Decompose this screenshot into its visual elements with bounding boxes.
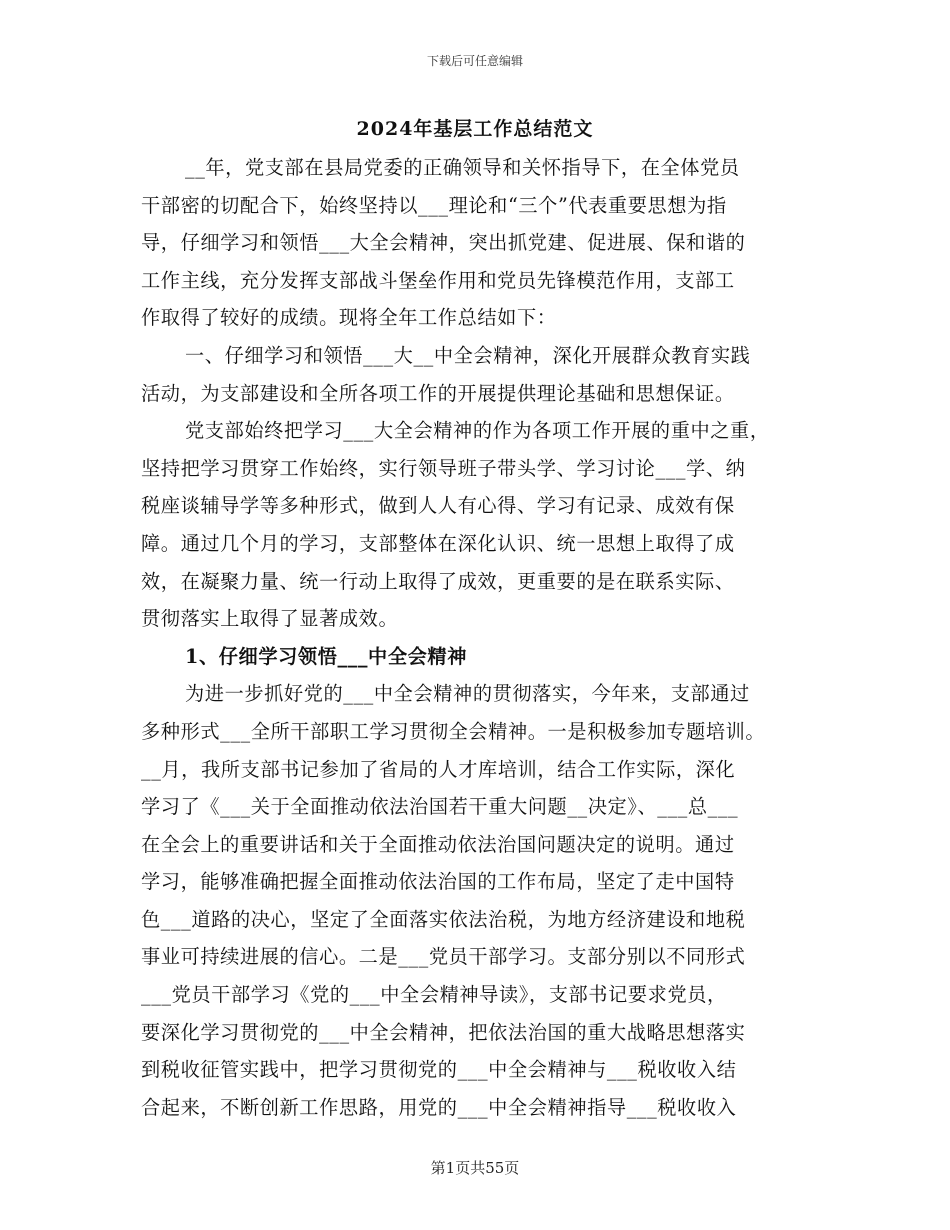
paragraph-line: 到税收征管实践中，把学习贯彻党的___中全会精神与___税收收入结 bbox=[141, 1058, 737, 1082]
paragraph-line: 坚持把学习贯穿工作始终，实行领导班子带头学、学习讨论___学、纳 bbox=[141, 456, 746, 480]
paragraph-line: 贯彻落实上取得了显著成效。 bbox=[141, 607, 399, 631]
subsection-heading: 1、仔细学习领悟___中全会精神 bbox=[185, 644, 467, 668]
header-note: 下载后可任意编辑 bbox=[426, 54, 523, 68]
paragraph-line: 党支部始终把学习___大全会精神的作为各项工作开展的重中之重， bbox=[185, 419, 770, 443]
paragraph-line: 事业可持续进展的信心。二是___党员干部学习。支部分别以不同形式 bbox=[141, 945, 746, 969]
document-title: 2024年基层工作总结范文 bbox=[356, 118, 594, 140]
paragraph-line: 税座谈辅导学等多种形式，做到人人有心得、学习有记录、成效有保 bbox=[141, 494, 735, 518]
paragraph-line: 工作主线，充分发挥支部战斗堡垒作用和党员先锋模范作用，支部工 bbox=[141, 268, 735, 292]
paragraph-line: 多种形式___全所干部职工学习贯彻全会精神。一是积极参加专题培训。 bbox=[141, 719, 766, 743]
paragraph-line: 作取得了较好的成绩。现将全年工作总结如下： bbox=[141, 306, 557, 330]
paragraph-line: 学习，能够准确把握全面推动依法治国的工作布局，坚定了走中国特 bbox=[141, 870, 735, 894]
paragraph-line: 合起来，不断创新工作思路，用党的___中全会精神指导___税收收入 bbox=[141, 1095, 737, 1119]
paragraph-line: 导，仔细学习和领悟___大全会精神，突出抓党建、促进展、保和谐的 bbox=[141, 231, 746, 255]
paragraph-line: 障。通过几个月的学习，支部整体在深化认识、统一思想上取得了成 bbox=[141, 531, 735, 555]
paragraph-line: 为进一步抓好党的___中全会精神的贯彻落实，今年来，支部通过 bbox=[185, 682, 750, 706]
paragraph-line: 在全会上的重要讲话和关于全面推动依法治国问题决定的说明。通过 bbox=[141, 832, 735, 856]
document-body bbox=[141, 149, 821, 1126]
section-heading-line: 一、仔细学习和领悟___大__中全会精神，深化开展群众教育实践 bbox=[185, 343, 751, 367]
paragraph-line: 要深化学习贯彻党的___中全会精神，把依法治国的重大战略思想落实 bbox=[141, 1020, 746, 1044]
paragraph-line: 干部密的切配合下，始终坚持以___理论和“三个”代表重要思想为指 bbox=[141, 193, 727, 217]
paragraph-line: __月，我所支部书记参加了省局的人才库培训，结合工作实际，深化 bbox=[141, 757, 736, 781]
paragraph-line: 效，在凝聚力量、统一行动上取得了成效，更重要的是在联系实际、 bbox=[141, 569, 735, 593]
section-heading-line: 活动，为支部建设和全所各项工作的开展提供理论基础和思想保证。 bbox=[141, 381, 735, 405]
paragraph-line: ___党员干部学习《党的___中全会精神导读》，支部书记要求党员， bbox=[141, 983, 727, 1007]
page-number: 第1页共55页 bbox=[430, 1159, 520, 1177]
paragraph-line: 学习了《___关于全面推动依法治国若干重大问题__决定》、___总___ bbox=[141, 795, 739, 819]
paragraph-line: 色___道路的决心，坚定了全面落实依法治税，为地方经济建设和地税 bbox=[141, 907, 746, 931]
paragraph-line: __年，党支部在县局党委的正确领导和关怀指导下，在全体党员 bbox=[185, 156, 740, 179]
